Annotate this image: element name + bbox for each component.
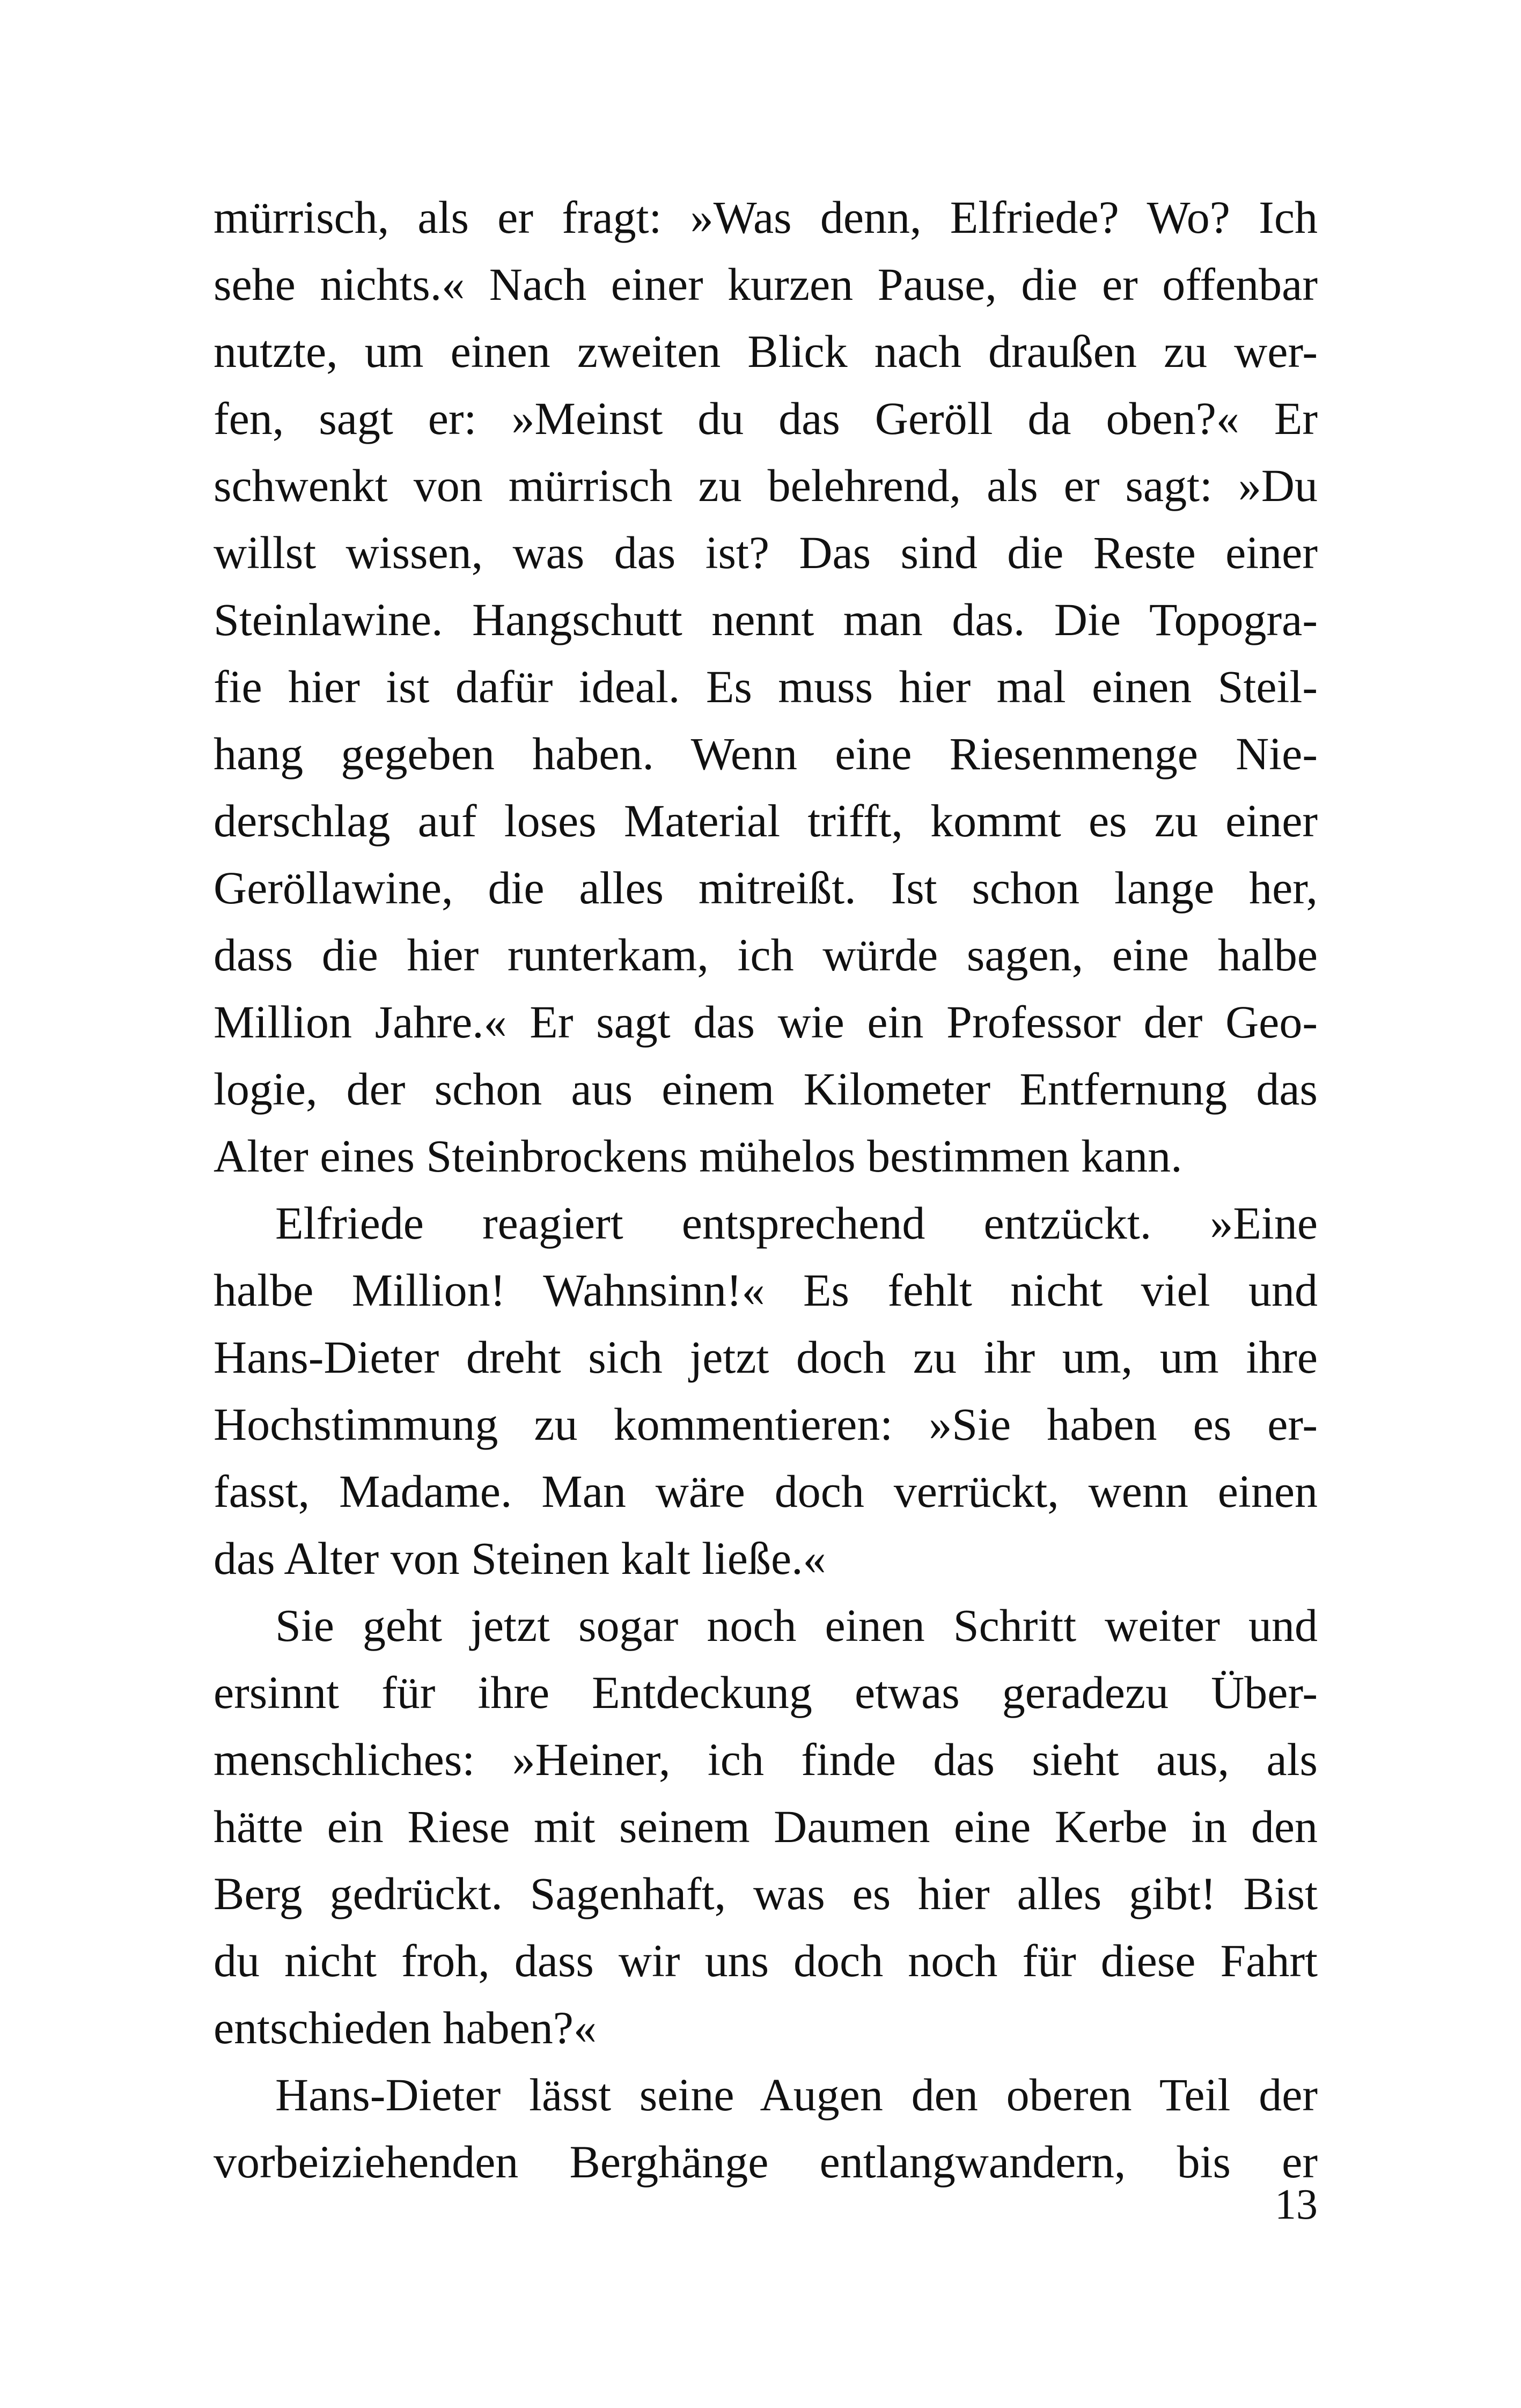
text-line: Hans-Dieter dreht sich jetzt doch zu ihr um, um ihre <box>214 1331 1318 1383</box>
text-line: Steinlawine. Hangschutt nennt man das. Die Topogra- <box>214 594 1318 645</box>
text-line: dass die hier runterkam, ich würde sagen, eine halbe <box>214 929 1318 981</box>
text-line: derschlag auf loses Material trifft, kommt es zu einer <box>214 795 1318 846</box>
text-line: entschieden haben?« <box>214 2002 597 2053</box>
text-line: ersinnt für ihre Entdeckung etwas geradezu Über- <box>214 1667 1318 1718</box>
text-line: du nicht froh, dass wir uns doch noch für diese Fahrt <box>214 1935 1318 1986</box>
text-line: fen, sagt er: »Meinst du das Geröll da oben?« Er <box>214 393 1318 444</box>
text-line: nutzte, um einen zweiten Blick nach draußen zu wer- <box>214 326 1318 377</box>
text-line: mürrisch, als er fragt: »Was denn, Elfriede? Wo? Ich <box>214 192 1318 243</box>
text-line: Million Jahre.« Er sagt das wie ein Professor der Geo- <box>214 996 1318 1048</box>
text-line: fie hier ist dafür ideal. Es muss hier mal einen Steil- <box>214 661 1318 712</box>
text-line: Berg gedrückt. Sagenhaft, was es hier alles gibt! Bist <box>214 1868 1318 1919</box>
text-line: halbe Million! Wahnsinn!« Es fehlt nicht viel und <box>214 1264 1318 1316</box>
text-line: sehe nichts.« Nach einer kurzen Pause, die er offenbar <box>214 259 1318 310</box>
text-line: menschliches: »Heiner, ich finde das sieht aus, als <box>214 1734 1318 1785</box>
text-line: das Alter von Steinen kalt ließe.« <box>214 1533 826 1584</box>
text-line: Elfriede reagiert entsprechend entzückt. »Eine <box>275 1197 1318 1249</box>
text-line: Geröllawine, die alles mitreißt. Ist schon lange her, <box>214 862 1318 914</box>
text-line: hang gegeben haben. Wenn eine Riesenmenge Nie- <box>214 728 1318 779</box>
text-line: Alter eines Steinbrockens mühelos bestimmen kann. <box>214 1130 1182 1182</box>
text-line: vorbeiziehenden Berghänge entlangwandern, bis er <box>214 2136 1318 2188</box>
text-line: Sie geht jetzt sogar noch einen Schritt weiter und <box>275 1600 1318 1651</box>
text-line: willst wissen, was das ist? Das sind die Reste einer <box>214 527 1318 578</box>
page-number: 13 <box>1275 2181 1318 2228</box>
text-line: logie, der schon aus einem Kilometer Entfernung das <box>214 1063 1318 1115</box>
text-line: schwenkt von mürrisch zu belehrend, als er sagt: »Du <box>214 460 1318 511</box>
text-line: hätte ein Riese mit seinem Daumen eine Kerbe in den <box>214 1801 1318 1852</box>
text-line: Hans-Dieter lässt seine Augen den oberen Teil der <box>275 2069 1318 2120</box>
text-line: fasst, Madame. Man wäre doch verrückt, wenn einen <box>214 1466 1318 1517</box>
text-line: Hochstimmung zu kommentieren: »Sie haben es er- <box>214 1398 1318 1450</box>
body-text <box>214 184 1318 2196</box>
